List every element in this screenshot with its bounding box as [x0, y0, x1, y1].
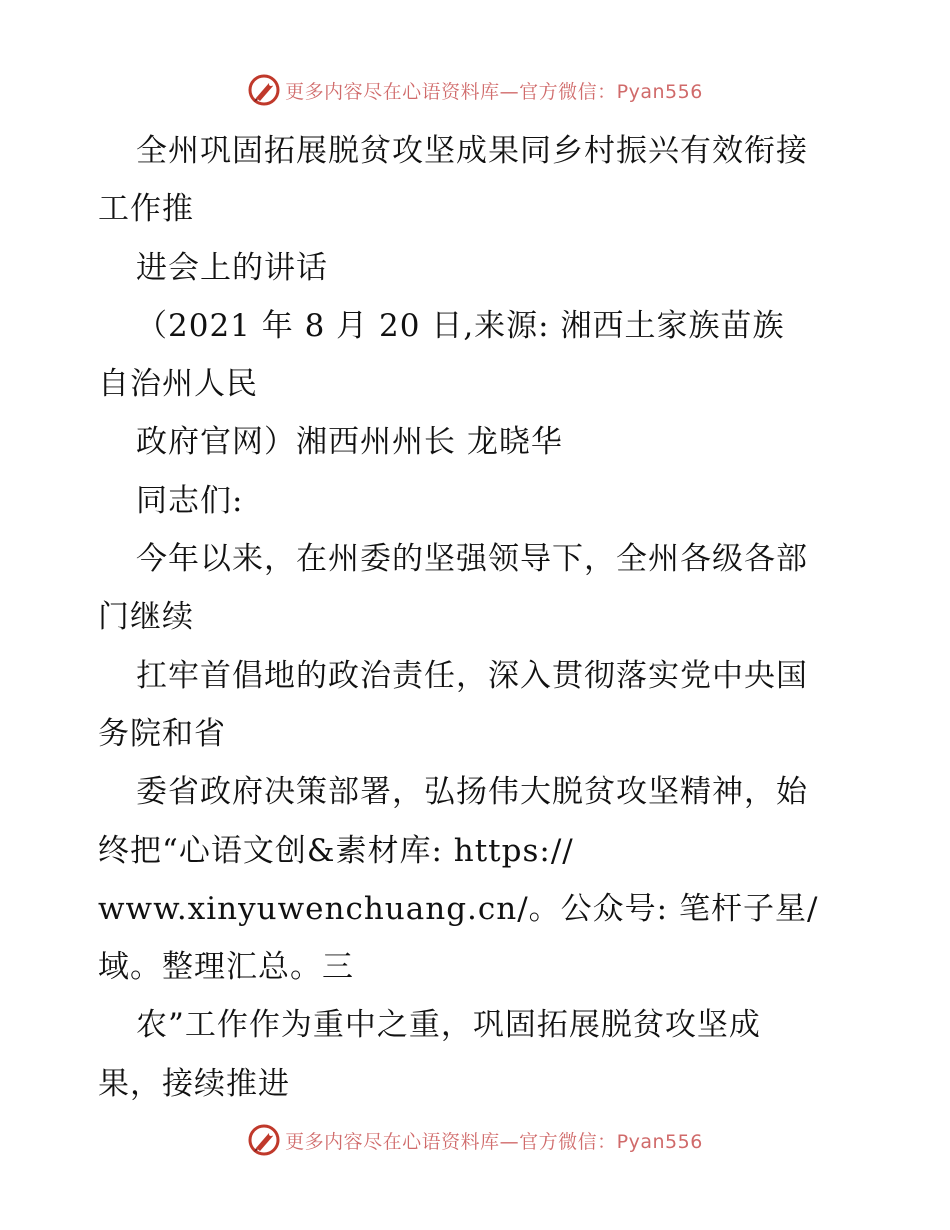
document-line: 今年以来，在州委的坚强领导下，全州各级各部 [136, 541, 808, 578]
document-line: 同志们: [136, 482, 244, 519]
document-line: 进会上的讲话 [136, 249, 328, 286]
document-line: 终把“心语文创&素材库: https:// [98, 832, 574, 869]
document-line: 工作推 [98, 191, 194, 228]
footer-banner [0, 1120, 950, 1160]
document-line: 务院和省 [98, 715, 226, 752]
document-line: 扛牢首倡地的政治责任，深入贯彻落实党中央国 [136, 657, 808, 694]
document-line: www.xinyuwenchuang.cn/。公众号: 笔杆子星/ [98, 890, 819, 927]
document-line: 果，接续推进 [98, 1065, 290, 1102]
document-line: 域。整理汇总。三 [98, 949, 354, 986]
header-banner-inner [247, 73, 703, 107]
document-line: 自治州人民 [98, 366, 258, 403]
header-banner [0, 70, 950, 110]
document-line: 全州巩固拓展脱贫攻坚成果同乡村振兴有效衔接 [136, 133, 808, 169]
document-line: 政府官网）湘西州州长 龙晓华 [136, 424, 563, 461]
pen-logo-icon [247, 1123, 281, 1157]
footer-banner-inner [247, 1123, 703, 1157]
document-line: （2021 年 8 月 20 日,来源: 湘西土家族苗族 [136, 307, 785, 344]
header-banner-text: 更多内容尽在心语资料库—官方微信：Pyan556 [285, 80, 703, 103]
document-line: 委省政府决策部署，弘扬伟大脱贫攻坚精神，始 [136, 774, 808, 811]
document-line: 农”工作作为重中之重，巩固拓展脱贫攻坚成 [136, 1007, 761, 1044]
pen-logo-icon [247, 73, 281, 107]
footer-banner-text: 更多内容尽在心语资料库—官方微信：Pyan556 [285, 1130, 703, 1153]
document-line: 门继续 [98, 599, 194, 636]
document-body [98, 122, 858, 1113]
